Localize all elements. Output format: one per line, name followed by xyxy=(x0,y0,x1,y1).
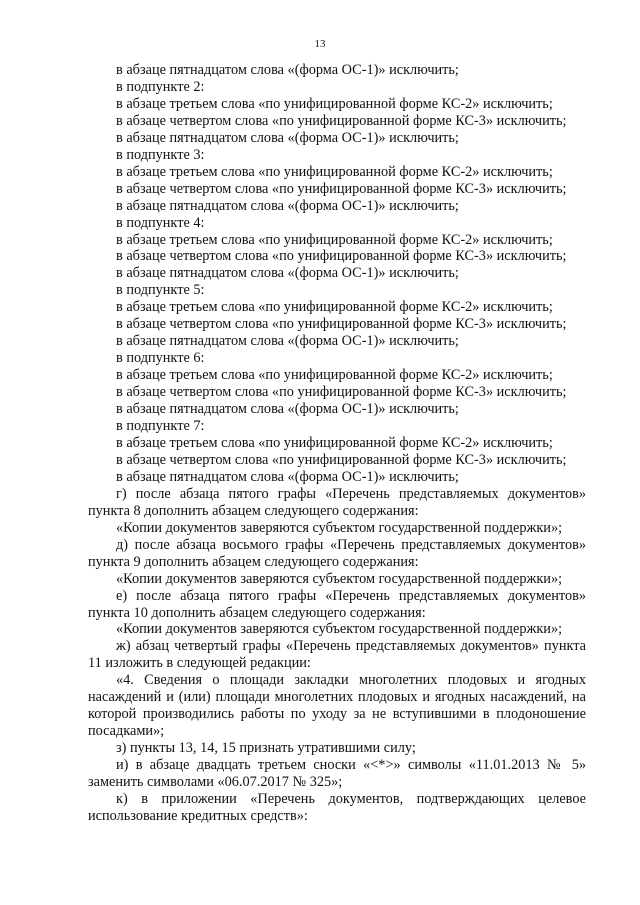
paragraph: д) после абзаца восьмого графы «Перечень представляемых документов» пункта 9 дополнить абзацем следующего содержания: xyxy=(88,536,586,570)
paragraph: в абзаце третьем слова «по унифицированной форме КС-2» исключить; xyxy=(116,95,553,112)
paragraph: в абзаце пятнадцатом слова «(форма ОС-1)» исключить; xyxy=(116,62,459,78)
paragraph: в подпункте 3: xyxy=(116,146,205,163)
document-body xyxy=(88,62,586,825)
paragraph: в абзаце третьем слова «по унифицированной форме КС-2» исключить; xyxy=(116,163,553,180)
paragraph: в абзаце пятнадцатом слова «(форма ОС-1)» исключить; xyxy=(116,333,459,350)
paragraph: в абзаце четвертом слова «по унифицированной форме КС-3» исключить; xyxy=(116,248,567,265)
paragraph: в абзаце третьем слова «по унифицированной форме КС-2» исключить; xyxy=(116,299,553,316)
paragraph: в абзаце четвертом слова «по унифицированной форме КС-3» исключить; xyxy=(116,316,567,333)
paragraph: в абзаце четвертом слова «по унифицированной форме КС-3» исключить; xyxy=(116,384,567,401)
paragraph: в подпункте 7: xyxy=(116,418,205,435)
paragraph: в подпункте 5: xyxy=(116,282,205,299)
paragraph: «Копии документов заверяются субъектом государственной поддержки»; xyxy=(116,519,563,536)
paragraph: в абзаце пятнадцатом слова «(форма ОС-1)» исключить; xyxy=(116,265,459,282)
paragraph: в подпункте 4: xyxy=(116,214,205,231)
paragraph: «Копии документов заверяются субъектом государственной поддержки»; xyxy=(116,570,563,587)
page-number: 13 xyxy=(314,38,326,50)
paragraph: в абзаце пятнадцатом слова «(форма ОС-1)» исключить; xyxy=(116,129,459,146)
paragraph: «4. Сведения о площади закладки многолетних плодовых и ягодных насаждений и (или) площади многолетних плодовых и ягодных насаждений, на которой производились работы по уходу за не вступившими в плодоношение посадками»; xyxy=(88,672,586,740)
paragraph: в абзаце четвертом слова «по унифицированной форме КС-3» исключить; xyxy=(116,180,567,197)
paragraph: в абзаце пятнадцатом слова «(форма ОС-1)» исключить; xyxy=(116,468,459,485)
paragraph: в абзаце четвертом слова «по унифицированной форме КС-3» исключить; xyxy=(116,112,567,129)
paragraph: в подпункте 2: xyxy=(116,78,205,95)
paragraph: в абзаце третьем слова «по унифицированной форме КС-2» исключить; xyxy=(116,367,553,384)
paragraph: в абзаце пятнадцатом слова «(форма ОС-1)» исключить; xyxy=(116,401,459,418)
paragraph: «Копии документов заверяются субъектом государственной поддержки»; xyxy=(116,621,563,638)
paragraph: в абзаце пятнадцатом слова «(форма ОС-1)» исключить; xyxy=(116,197,459,214)
paragraph: в абзаце четвертом слова «по унифицированной форме КС-3» исключить; xyxy=(116,451,567,468)
paragraph: в абзаце третьем слова «по унифицированной форме КС-2» исключить; xyxy=(116,434,553,451)
paragraph: в подпункте 6: xyxy=(116,350,205,367)
paragraph: е) после абзаца пятого графы «Перечень представляемых документов» пункта 10 дополнить абзацем следующего содержания: xyxy=(88,587,586,621)
paragraph: ж) абзац четвертый графы «Перечень представляемых документов» пункта 11 изложить в следующей редакции: xyxy=(88,638,586,672)
paragraph: к) в приложении «Перечень документов, подтверждающих целевое использование кредитных средств»: xyxy=(88,790,586,824)
paragraph: г) после абзаца пятого графы «Перечень представляемых документов» пункта 8 дополнить абзацем следующего содержания: xyxy=(88,485,586,519)
paragraph: з) пункты 13, 14, 15 признать утратившими силу; xyxy=(116,740,416,757)
paragraph: в абзаце третьем слова «по унифицированной форме КС-2» исключить; xyxy=(116,231,553,248)
paragraph: и) в абзаце двадцать третьем сноски «<*>» символы «11.01.2013 № 5» заменить символами «06.07.2017 № 325»; xyxy=(88,757,586,791)
